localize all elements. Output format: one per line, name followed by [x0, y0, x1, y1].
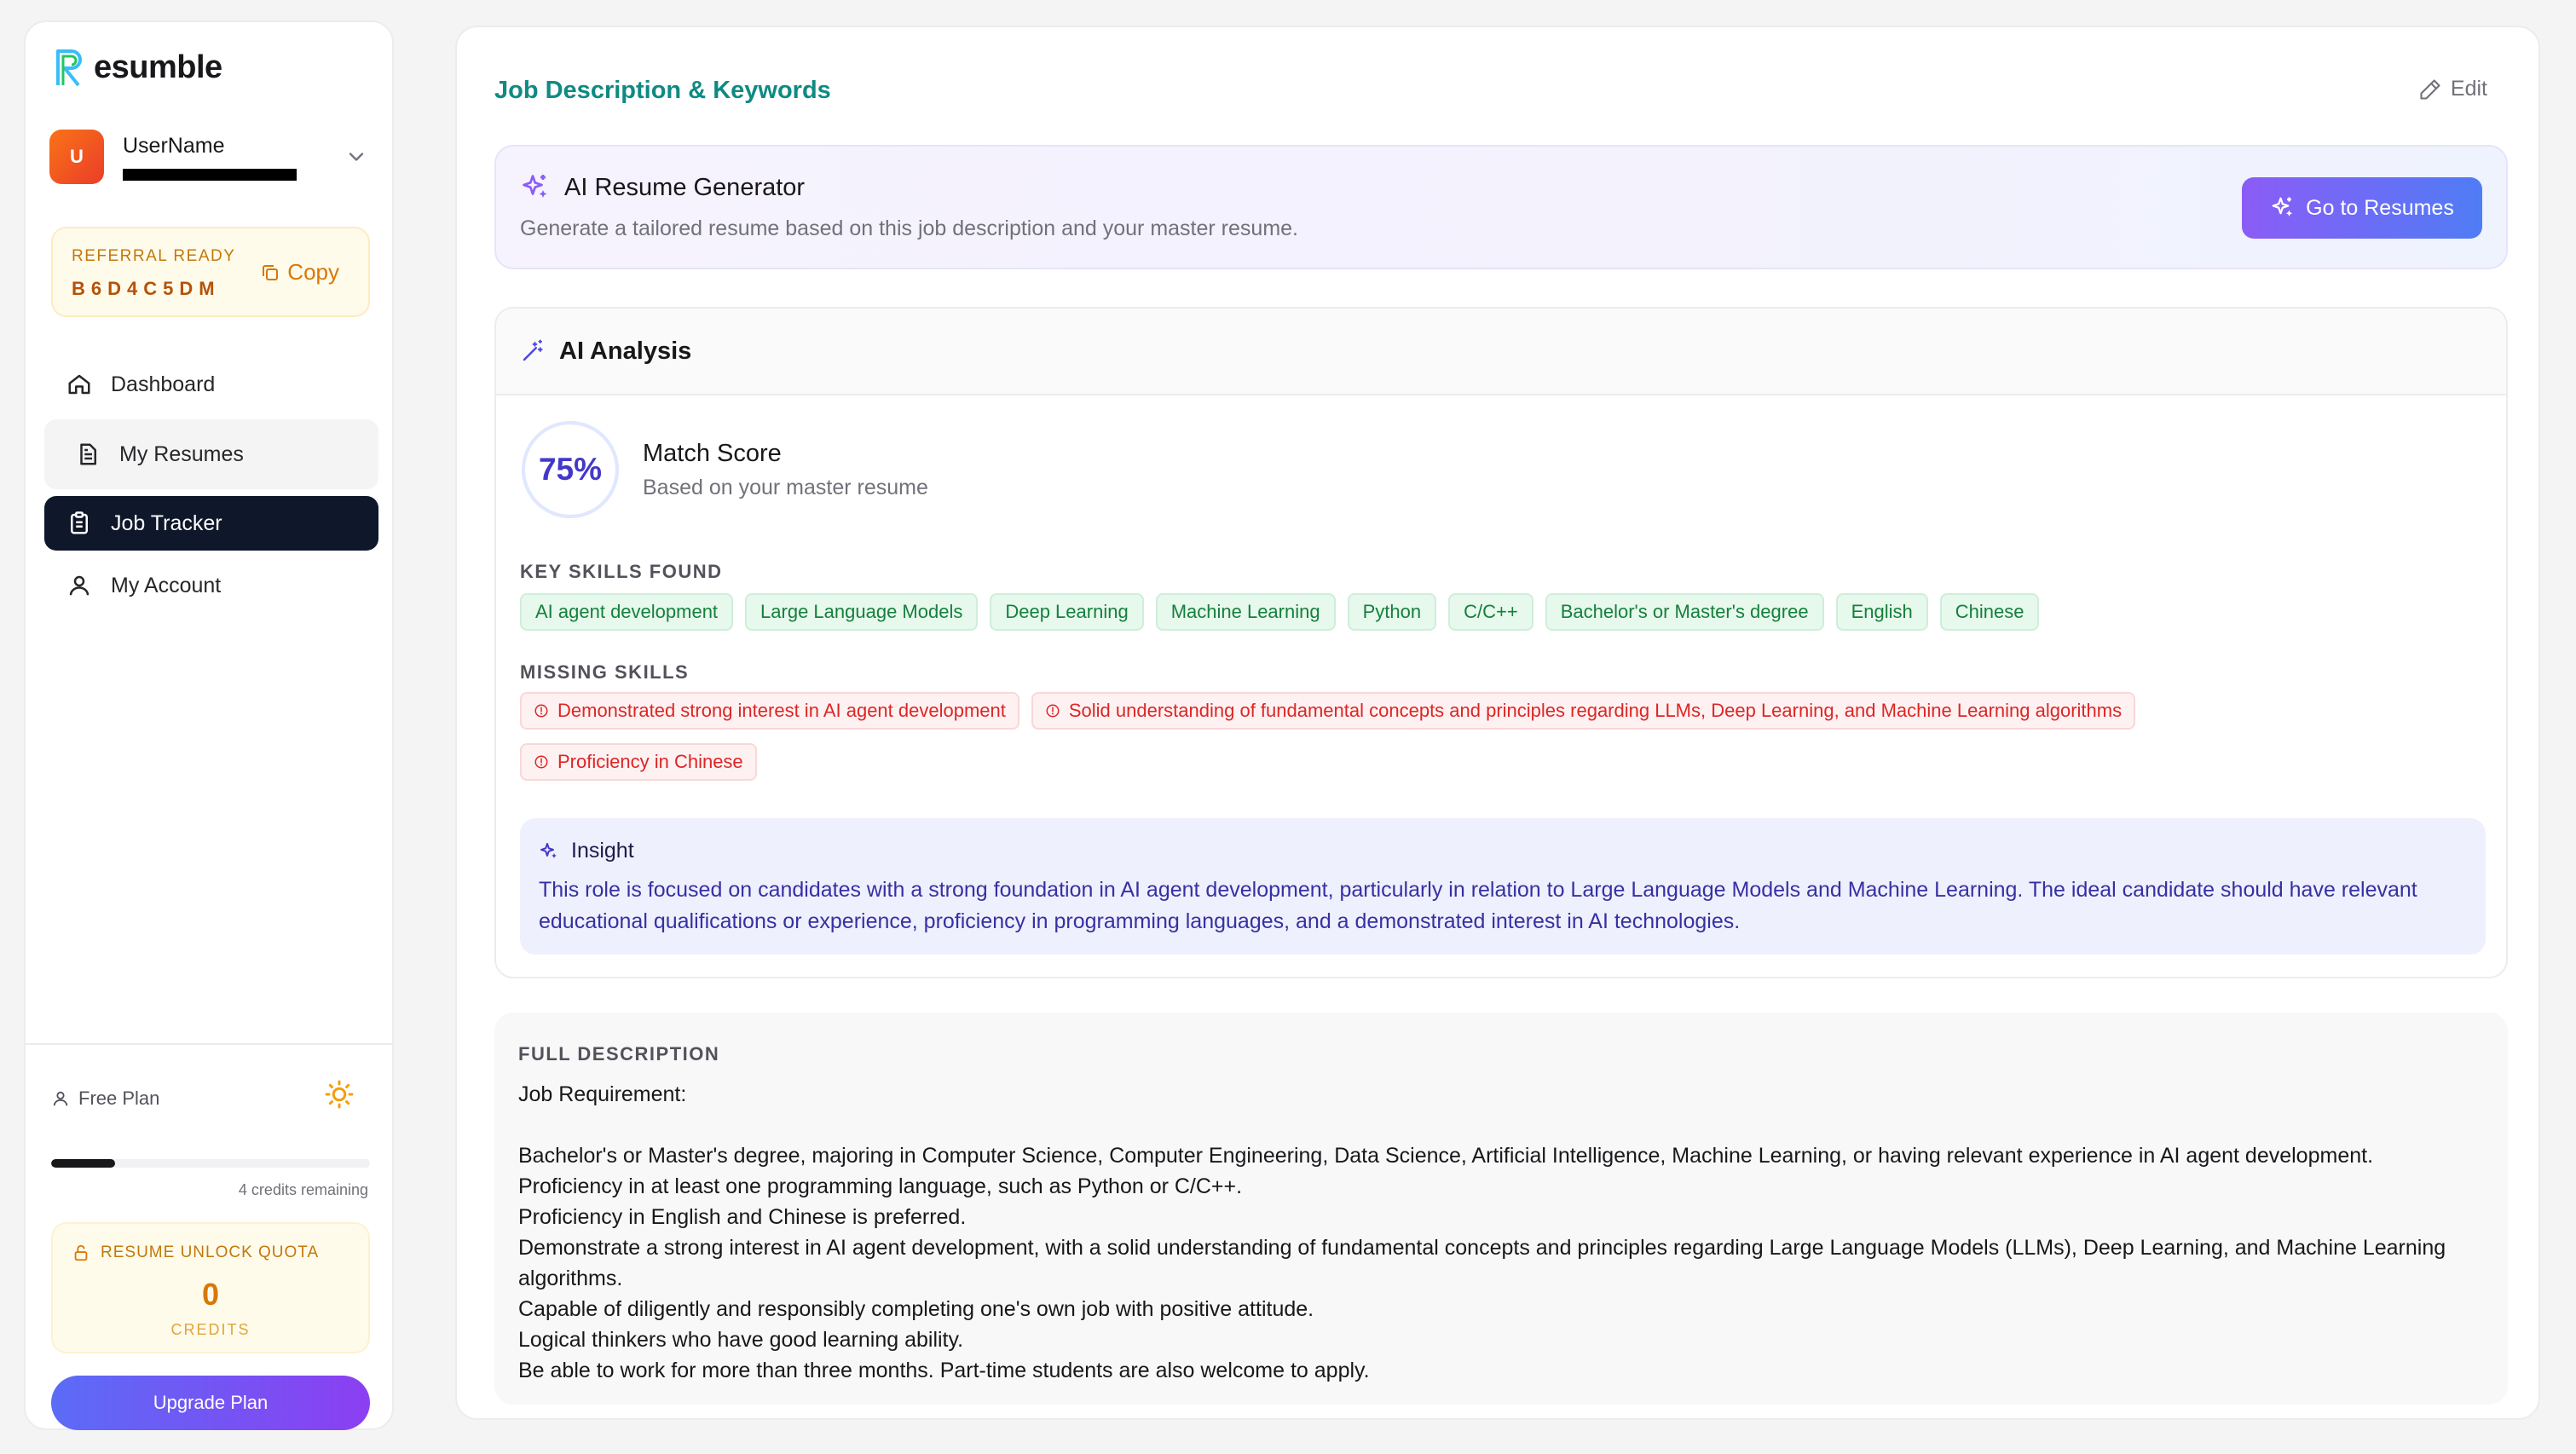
credits-progress-bar — [51, 1159, 370, 1168]
credits-progress-fill — [51, 1159, 115, 1168]
full-description-text: Job Requirement: Bachelor's or Master's degree, majoring in Computer Science, Computer Engineering, Data Science, Artificial Intelligence, Machine Learning, or having relevant experience in AI agent development. Proficiency in at least one programming language, such as Python or C/C++. Proficiency in English and Chinese is preferred. Demonstrate a strong interest in AI agent development, with a solid understanding of fundamental concepts and principles regarding Large Language Models (LLMs), Deep Learning, and Machine Learning algorithms. Capable of diligently and responsibly completing one's own job with positive attitude. Logical thinkers who have good learning ability. Be able to work for more than three months. Part-time students are also welcome to apply. — [518, 1082, 2446, 1382]
ai-analysis-header — [496, 309, 2506, 395]
redacted-email — [123, 169, 297, 181]
go-to-resumes-label: Go to Resumes — [2306, 195, 2454, 220]
plan-name: Free Plan — [78, 1088, 160, 1109]
upgrade-plan-button[interactable]: Upgrade Plan — [51, 1376, 370, 1430]
user-icon — [51, 1089, 70, 1108]
sparkles-icon — [539, 841, 559, 862]
sidebar — [24, 20, 394, 1430]
skill-missing-chip — [520, 743, 757, 781]
skill-found-chip: Machine Learning — [1156, 593, 1336, 631]
copy-icon — [260, 263, 280, 283]
insight-body: This role is focused on candidates with a strong foundation in AI agent development, particularly in relation to Large Language Models and Machine Learning. The ideal candidate should have relevant educational qualifications or experience, proficiency in programming languages, and a demonstrated interest in AI technologies. — [539, 878, 2417, 933]
app-logo[interactable] — [53, 48, 222, 87]
skill-found-chip: Chinese — [1940, 593, 2040, 631]
skill-missing-label: Solid understanding of fundamental concepts and principles regarding LLMs, Deep Learning, and Machine Learning algorithms — [1068, 700, 2123, 721]
match-score-value: 75% — [538, 452, 603, 487]
alert-circle-icon — [1045, 703, 1060, 718]
lock-icon — [72, 1243, 90, 1263]
full-description-card — [494, 1013, 2508, 1405]
skill-found-chip: English — [1836, 593, 1928, 631]
insight-title: Insight — [571, 839, 634, 863]
magic-wand-icon — [520, 338, 546, 364]
credits-remaining: 4 credits remaining — [238, 1181, 368, 1198]
plan-indicator — [51, 1088, 159, 1110]
edit-label: Edit — [2450, 77, 2487, 101]
sidebar-item-my-account[interactable] — [44, 557, 378, 614]
generator-subtitle: Generate a tailored resume based on this job description and your master resume. — [520, 216, 1298, 240]
quota-title: RESUME UNLOCK QUOTA — [101, 1243, 320, 1261]
sidebar-item-label: My Account — [111, 573, 222, 597]
missing-skills-list-row-2 — [520, 743, 757, 781]
referral-label: REFERRAL READY — [72, 247, 236, 265]
key-skills-found-list — [520, 593, 2039, 631]
skill-missing-chip — [520, 692, 1019, 730]
full-description-label: FULL DESCRIPTION — [518, 1043, 720, 1065]
copy-label: Copy — [287, 259, 339, 285]
missing-skills-label: MISSING SKILLS — [520, 661, 690, 683]
quota-unit: CREDITS — [170, 1321, 251, 1338]
theme-toggle-sun-icon[interactable] — [324, 1079, 355, 1110]
skill-missing-label: Demonstrated strong interest in AI agent development — [557, 700, 1006, 721]
logo-r-icon — [53, 48, 90, 87]
file-text-icon — [75, 441, 101, 467]
clipboard-icon — [66, 511, 92, 536]
copy-button[interactable] — [260, 259, 339, 286]
sidebar-item-label: Dashboard — [111, 372, 216, 396]
skill-found-chip: Bachelor's or Master's degree — [1545, 593, 1824, 631]
ai-analysis-title: AI Analysis — [559, 337, 692, 365]
sidebar-nav — [44, 356, 378, 620]
ai-analysis-card — [494, 307, 2508, 978]
go-to-resumes-button[interactable] — [2242, 177, 2482, 239]
chevron-down-icon[interactable] — [344, 145, 368, 169]
home-icon — [66, 372, 92, 397]
logo-text: esumble — [94, 49, 222, 85]
avatar: U — [49, 130, 104, 184]
sidebar-item-label: My Resumes — [119, 441, 244, 466]
sidebar-item-my-resumes[interactable] — [44, 419, 378, 489]
user-icon — [66, 573, 92, 598]
referral-code: B6D4C5DM — [72, 278, 221, 299]
insight-box — [520, 818, 2486, 955]
alert-circle-icon — [534, 754, 549, 770]
key-skills-found-label: KEY SKILLS FOUND — [520, 561, 723, 582]
referral-card — [51, 227, 370, 317]
skill-found-chip: AI agent development — [520, 593, 733, 631]
skill-found-chip: Deep Learning — [990, 593, 1143, 631]
main-panel — [455, 26, 2540, 1420]
ai-resume-generator-card — [494, 145, 2508, 269]
edit-button[interactable] — [2418, 77, 2487, 101]
generator-title: AI Resume Generator — [564, 173, 806, 201]
quota-value: 0 — [201, 1277, 220, 1312]
sidebar-footer — [26, 1043, 392, 1413]
sidebar-item-label: Job Tracker — [111, 511, 222, 535]
skill-found-chip: Large Language Models — [745, 593, 978, 631]
skill-missing-label: Proficiency in Chinese — [557, 751, 743, 772]
pencil-icon — [2418, 78, 2442, 101]
user-name: UserName — [123, 133, 225, 158]
skill-found-chip: Python — [1348, 593, 1437, 631]
resume-unlock-quota-card — [51, 1222, 370, 1353]
sidebar-item-dashboard[interactable] — [44, 356, 378, 413]
page-title: Job Description & Keywords — [494, 77, 831, 104]
skill-missing-chip — [1031, 692, 2135, 730]
user-menu[interactable] — [49, 123, 373, 191]
sparkles-icon — [2270, 195, 2296, 221]
sidebar-item-job-tracker[interactable] — [44, 496, 378, 551]
sparkles-icon — [520, 172, 551, 203]
skill-found-chip: C/C++ — [1448, 593, 1533, 631]
missing-skills-list — [520, 692, 2135, 730]
match-score-title: Match Score — [643, 440, 782, 467]
alert-circle-icon — [534, 703, 549, 718]
match-score-subtitle: Based on your master resume — [643, 476, 928, 499]
